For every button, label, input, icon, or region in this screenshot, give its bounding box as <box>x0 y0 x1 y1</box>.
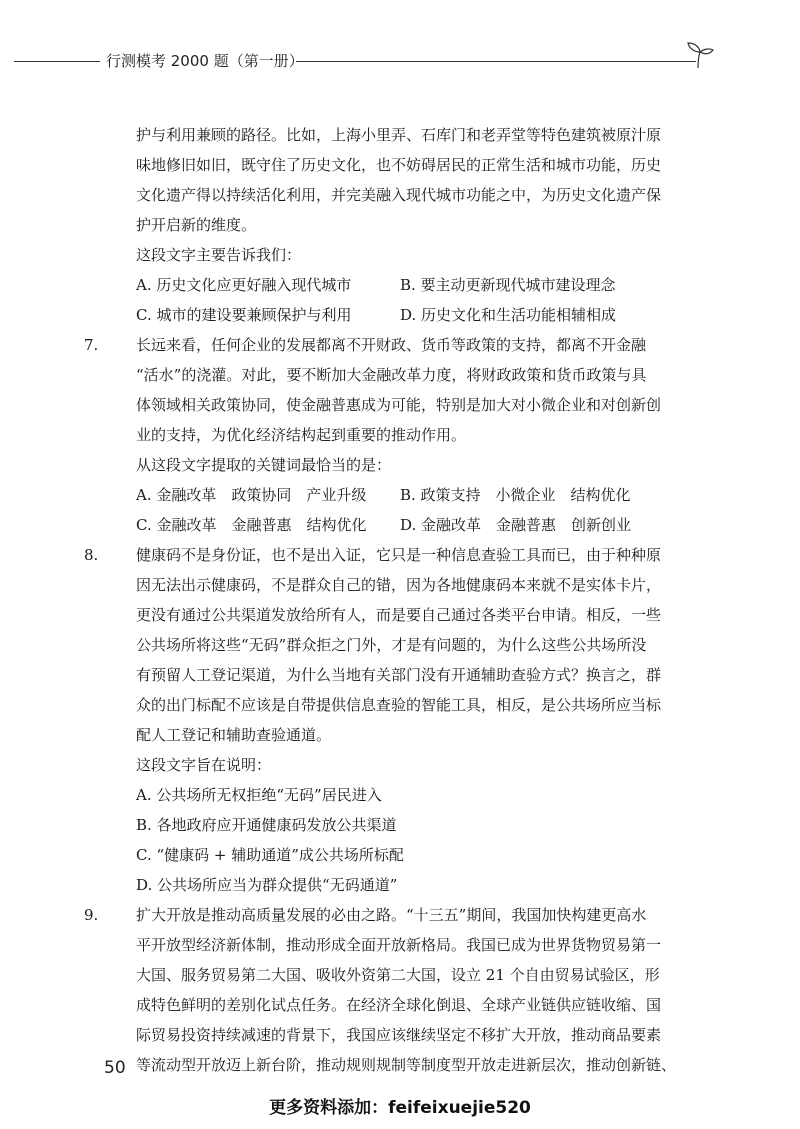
option-d: D. 历史文化和生活功能相辅相成 <box>400 306 617 324</box>
option-a: A. 公共场所无权拒绝“无码”居民进入 <box>136 786 382 804</box>
question-6-continuation <box>110 120 705 270</box>
option-b: B. 政策支持 小微企业 结构优化 <box>400 486 631 504</box>
option-c: C. “健康码 + 辅助通道”成公共场所标配 <box>136 846 404 864</box>
text-line: 护开启新的维度。 <box>136 216 257 234</box>
text-line: 健康码不是身份证，也不是出入证，它只是一种信息查验工具而已，由于种种原 <box>136 546 662 564</box>
footer-note: 更多资料添加：feifeixuejie520 <box>269 1098 531 1118</box>
option-a: A. 金融改革 政策协同 产业升级 <box>136 486 367 504</box>
options-row <box>110 300 705 330</box>
question-9 <box>84 900 705 1080</box>
option-a: A. 历史文化应更好融入现代城市 <box>136 276 352 294</box>
text-line: 因无法出示健康码，不是群众自己的错，因为各地健康码本来就不是实体卡片， <box>136 576 662 594</box>
option-b: B. 各地政府应开通健康码发放公共渠道 <box>136 816 397 834</box>
text-line: 体领域相关政策协同，使金融普惠成为可能，特别是加大对小微企业和对创新创 <box>136 396 662 414</box>
text-line: 众的出门标配不应该是自带提供信息查验的智能工具，相反，是公共场所应当标 <box>136 696 662 714</box>
page-body <box>84 120 705 1080</box>
sprout-icon <box>684 40 716 70</box>
question-number: 7. <box>84 336 99 354</box>
options-row <box>110 270 705 300</box>
text-line: 长远来看，任何企业的发展都离不开财政、货币等政策的支持，都离不开金融 <box>136 336 647 354</box>
text-line: 业的支持，为优化经济结构起到重要的推动作用。 <box>136 426 467 444</box>
page-number: 50 <box>104 1058 126 1078</box>
question-number: 8. <box>84 546 99 564</box>
header-rule-right <box>296 61 696 62</box>
option-c: C. 城市的建设要兼顾保护与利用 <box>136 306 352 324</box>
text-line: 文化遗产得以持续活化利用，并完美融入现代城市功能之中，为历史文化遗产保 <box>136 186 662 204</box>
text-line: 际贸易投资持续减速的背景下，我国应该继续坚定不移扩大开放，推动商品要素 <box>136 1026 662 1044</box>
text-line: 配人工登记和辅助查验通道。 <box>136 726 332 744</box>
text-line: 成特色鲜明的差别化试点任务。在经济全球化倒退、全球产业链供应链收缩、国 <box>136 996 662 1014</box>
option-d: D. 公共场所应当为群众提供“无码通道” <box>136 876 398 894</box>
text-line: 更没有通过公共渠道发放给所有人，而是要自己通过各类平台申请。相反，一些 <box>136 606 662 624</box>
option-b: B. 要主动更新现代城市建设理念 <box>400 276 616 294</box>
text-line: 大国、服务贸易第二大国、吸收外资第二大国，设立 21 个自由贸易试验区，形 <box>136 966 660 984</box>
question-8 <box>84 540 705 900</box>
text-line: 扩大开放是推动高质量发展的必由之路。“十三五”期间，我国加快构建更高水 <box>136 906 647 924</box>
text-line: 有预留人工登记渠道，为什么当地有关部门没有开通辅助查验方式？换言之，群 <box>136 666 662 684</box>
text-line: 等流动型开放迈上新台阶，推动规则规制等制度型开放走进新层次，推动创新链、 <box>136 1056 677 1074</box>
question-prompt: 从这段文字提取的关键词最恰当的是： <box>136 456 392 474</box>
text-line: 公共场所将这些“无码”群众拒之门外，才是有问题的，为什么这些公共场所没 <box>136 636 647 654</box>
question-7 <box>84 330 705 480</box>
book-title: 行测模考 2000 题（第一册） <box>106 52 304 70</box>
question-prompt: 这段文字主要告诉我们： <box>136 246 302 264</box>
running-header <box>14 40 786 80</box>
question-number: 9. <box>84 906 99 924</box>
option-c: C. 金融改革 金融普惠 结构优化 <box>136 516 367 534</box>
question-prompt: 这段文字旨在说明： <box>136 756 272 774</box>
option-d: D. 金融改革 金融普惠 创新创业 <box>400 516 632 534</box>
options-row <box>110 480 705 510</box>
header-rule-left <box>14 61 100 62</box>
options-row <box>110 510 705 540</box>
text-line: 味地修旧如旧，既守住了历史文化，也不妨碍居民的正常生活和城市功能，历史 <box>136 156 662 174</box>
text-line: 护与利用兼顾的路径。比如，上海小里弄、石库门和老弄堂等特色建筑被原汁原 <box>136 126 662 144</box>
text-line: “活水”的浇灌。对此，要不断加大金融改革力度，将财政政策和货币政策与具 <box>136 366 647 384</box>
text-line: 平开放型经济新体制，推动形成全面开放新格局。我国已成为世界货物贸易第一 <box>136 936 662 954</box>
